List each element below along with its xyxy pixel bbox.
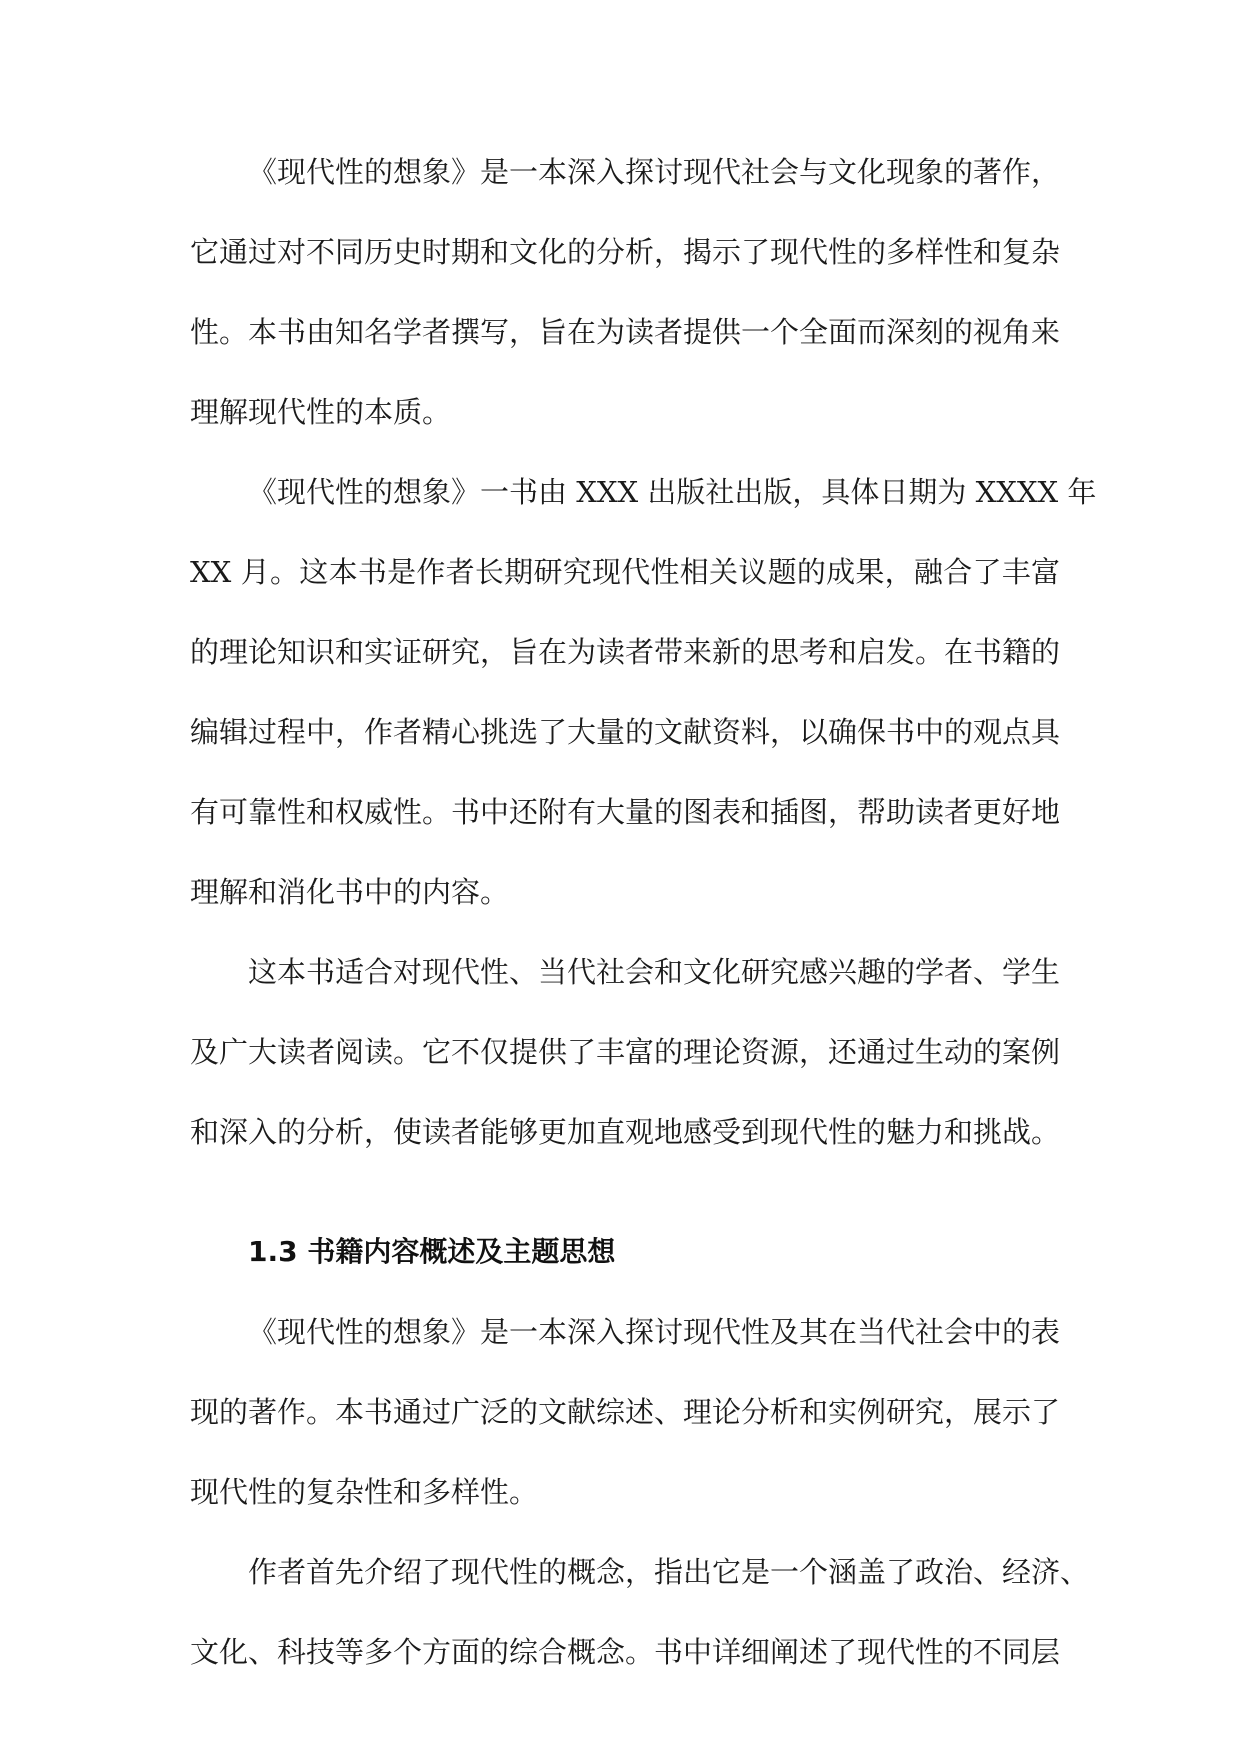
paragraph-2-line-5: 有可靠性和权威性。书中还附有大量的图表和插图，帮助读者更好地 <box>190 795 1061 829</box>
paragraph-3-line-1: 这本书适合对现代性、当代社会和文化研究感兴趣的学者、学生 <box>248 955 1061 989</box>
section-paragraph-1-line-2: 现的著作。本书通过广泛的文献综述、理论分析和实例研究，展示了 <box>190 1395 1061 1429</box>
paragraph-1-line-2: 它通过对不同历史时期和文化的分析，揭示了现代性的多样性和复杂 <box>190 235 1061 269</box>
paragraph-3-line-3: 和深入的分析，使读者能够更加直观地感受到现代性的魅力和挑战。 <box>190 1115 1061 1149</box>
paragraph-2-line-2: XX 月。这本书是作者长期研究现代性相关议题的成果，融合了丰富 <box>190 555 1060 589</box>
paragraph-3-line-2: 及广大读者阅读。它不仅提供了丰富的理论资源，还通过生动的案例 <box>190 1035 1061 1069</box>
paragraph-2-line-6: 理解和消化书中的内容。 <box>190 875 510 909</box>
section-paragraph-1-line-3: 现代性的复杂性和多样性。 <box>190 1475 539 1509</box>
section-paragraph-2-line-2: 文化、科技等多个方面的综合概念。书中详细阐述了现代性的不同层 <box>190 1635 1061 1669</box>
section-paragraph-1-line-1: 《现代性的想象》是一本深入探讨现代性及其在当代社会中的表 <box>248 1315 1061 1349</box>
section-heading: 1.3 书籍内容概述及主题思想 <box>248 1235 616 1268</box>
paragraph-2-line-3: 的理论知识和实证研究，旨在为读者带来新的思考和启发。在书籍的 <box>190 635 1061 669</box>
paragraph-1-line-1: 《现代性的想象》是一本深入探讨现代社会与文化现象的著作， <box>248 155 1061 189</box>
paragraph-1-line-3: 性。本书由知名学者撰写，旨在为读者提供一个全面而深刻的视角来 <box>190 315 1061 349</box>
paragraph-1-line-4: 理解现代性的本质。 <box>190 395 452 429</box>
paragraph-2-line-4: 编辑过程中，作者精心挑选了大量的文献资料，以确保书中的观点具 <box>190 715 1061 749</box>
paragraph-2-line-1: 《现代性的想象》一书由 XXX 出版社出版，具体日期为 XXXX 年 <box>248 475 1097 509</box>
section-paragraph-2-line-1: 作者首先介绍了现代性的概念，指出它是一个涵盖了政治、经济、 <box>248 1555 1090 1589</box>
